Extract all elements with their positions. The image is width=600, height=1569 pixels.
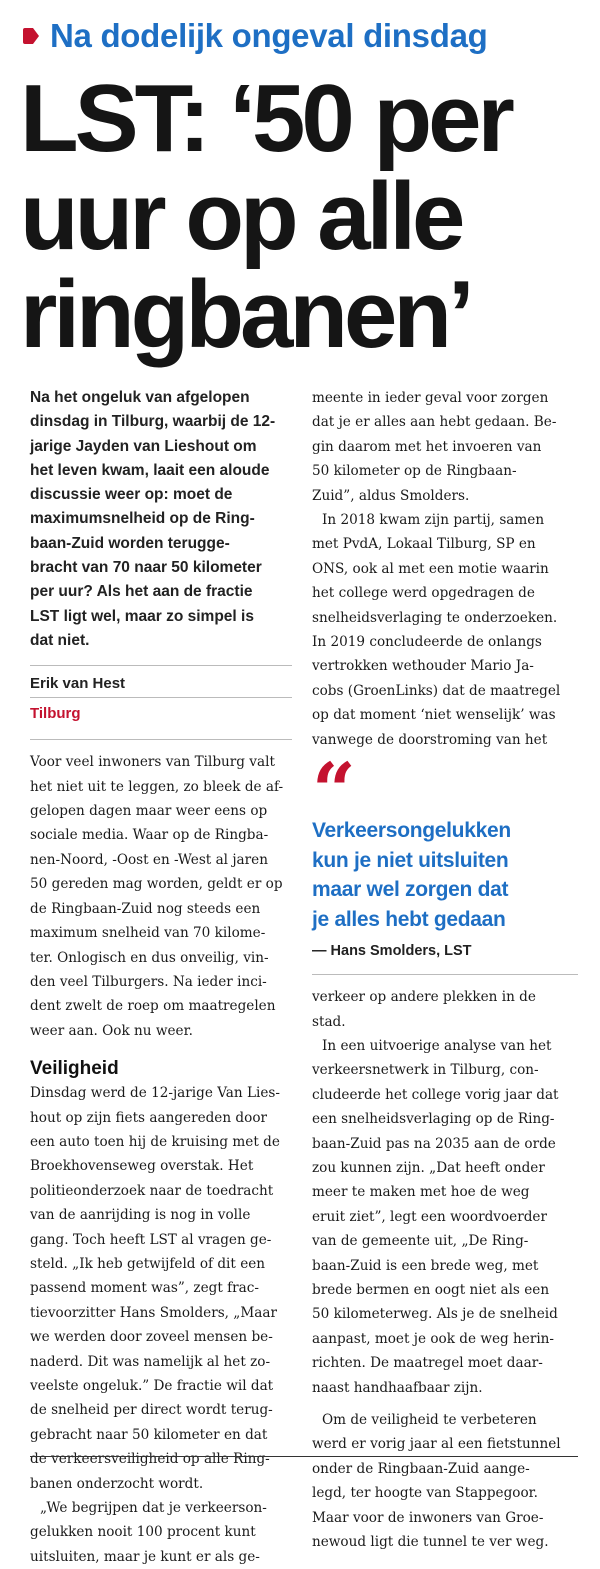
pull-quote	[312, 746, 578, 975]
headline-line: ringbanen’	[20, 261, 471, 368]
body-paragraph: Dinsdag werd de 12-jarige Van Lies- hout op zijn fiets aangereden door een auto toen hij de kruising met de Broekhovenseweg overstak. Het politieonderzoek naar de toedracht van de aanrijding is nog in volle gang. Toch heeft LST al vragen ge- steld. „Ik heb getwijfeld of dit een passend moment was”, zegt frac- tievoorzitter Hans Smolders, „Maar we werden door zoveel mensen be- naderd. Dit was namelijk al het zo- veelste ongeluk.” De fractie wil dat de snelheid per direct wordt terug- gebracht naar 50 kilometer en dat de verkeersveiligheid op alle Ring- banen onderzocht wordt.	[30, 1085, 280, 1492]
body-paragraph: Om de veiligheid te verbeteren werd er vorig jaar al een fietstunnel onder de Ringbaan-Zuid aange- legd, ter hoogte van Stappegoor. Maar voor de inwoners van Groe- newoud ligt die tunnel te ver weg.	[312, 1412, 561, 1551]
body-paragraph: verkeer op andere plekken in de stad.	[312, 989, 536, 1030]
right-column	[312, 386, 578, 1554]
arrow-marker-icon	[22, 27, 40, 45]
body-paragraph: In een uitvoerige analyse van het verkeersnetwerk in Tilburg, con- cludeerde het college vorig jaar dat een snelheidsverlaging op de Ring- baan-Zuid pas na 2035 aan de orde zou kunnen zijn. „Dat heeft onder meer te maken met hoe de weg eruit ziet”, legt een woordvoerder van de gemeente uit, „De Ring- baan-Zuid is een brede weg, met brede bermen en oogt niet als een 50 kilometerweg. Als je de snelheid aanpast, moet je ook de weg herin- richten. De maatregel moet daar- naast handhaafbaar zijn.	[312, 1037, 559, 1396]
quote-mark-icon: “	[312, 746, 356, 836]
headline-line: uur op alle	[20, 163, 462, 270]
headline	[20, 65, 595, 368]
divider	[30, 739, 292, 740]
body-paragraph: In 2018 kwam zijn partij, samen met PvdA, Lokaal Tilburg, SP en ONS, ook al met een motie waarin het college werd opgedragen de snelheidsverlaging te onderzoeken. In 2019 concludeerde de onlangs vertrokken wethouder Mario Ja- cobs (GroenLinks) dat de maatregel op dat moment ‘niet wenselijk’ was vanwege de doorstroming van het	[312, 512, 561, 748]
bottom-divider	[30, 1456, 578, 1457]
divider	[312, 974, 578, 975]
body-paragraph: Voor veel inwoners van Tilburg valt het niet uit te leggen, zo bleek de af- gelopen dagen maar weer eens op sociale media. Waar op de Ringba- nen-Noord, -Oost en -West al jaren 50 gereden mag worden, geldt er op de Ringbaan-Zuid nog steeds een maximum snelheid van 70 kilome- ter. Onlogisch en dus onveilig, vin- den veel Tilburgers. Na ieder inci- dent zwelt de roep om maatregelen weer aan. Ook nu weer.	[30, 754, 284, 1039]
dateline-location: Tilburg	[30, 697, 292, 725]
intro-paragraph: Na het ongeluk van afgelopen dinsdag in Tilburg, waarbij de 12- jarige Jayden van Lieshout om het leven kwam, laait een aloude discussie weer op: moet de maximumsnelheid op de Ring- baan-Zuid worden terugge- bracht van 70 naar 50 kilometer per uur? Als het aan de fractie LST ligt wel, maar zo simpel is dat niet.	[30, 389, 276, 649]
subheading: Veiligheid	[30, 1058, 119, 1080]
pull-quote-text: Verkeersongelukken kun je niet uitsluiten maar wel zorgen dat je alles hebt gedaan	[312, 819, 511, 931]
byline	[30, 665, 292, 725]
author-name: Erik van Hest	[30, 675, 126, 693]
kicker	[22, 16, 592, 56]
kicker-text: Na dodelijk ongeval dinsdag	[50, 17, 488, 54]
body-paragraph: meente in ieder geval voor zorgen dat je er alles aan hebt gedaan. Be- gin daarom met het invoeren van 50 kilometer op de Ringbaan- Zuid”, aldus Smolders.	[312, 390, 557, 504]
left-column	[30, 386, 292, 1569]
pull-quote-attribution: — Hans Smolders, LST	[312, 943, 472, 960]
body-paragraph: „We begrijpen dat je verkeerson- gelukken nooit 100 procent kunt uitsluiten, maar je kunt er als ge-	[30, 1500, 267, 1565]
headline-line: LST: ‘50 per	[20, 65, 511, 172]
